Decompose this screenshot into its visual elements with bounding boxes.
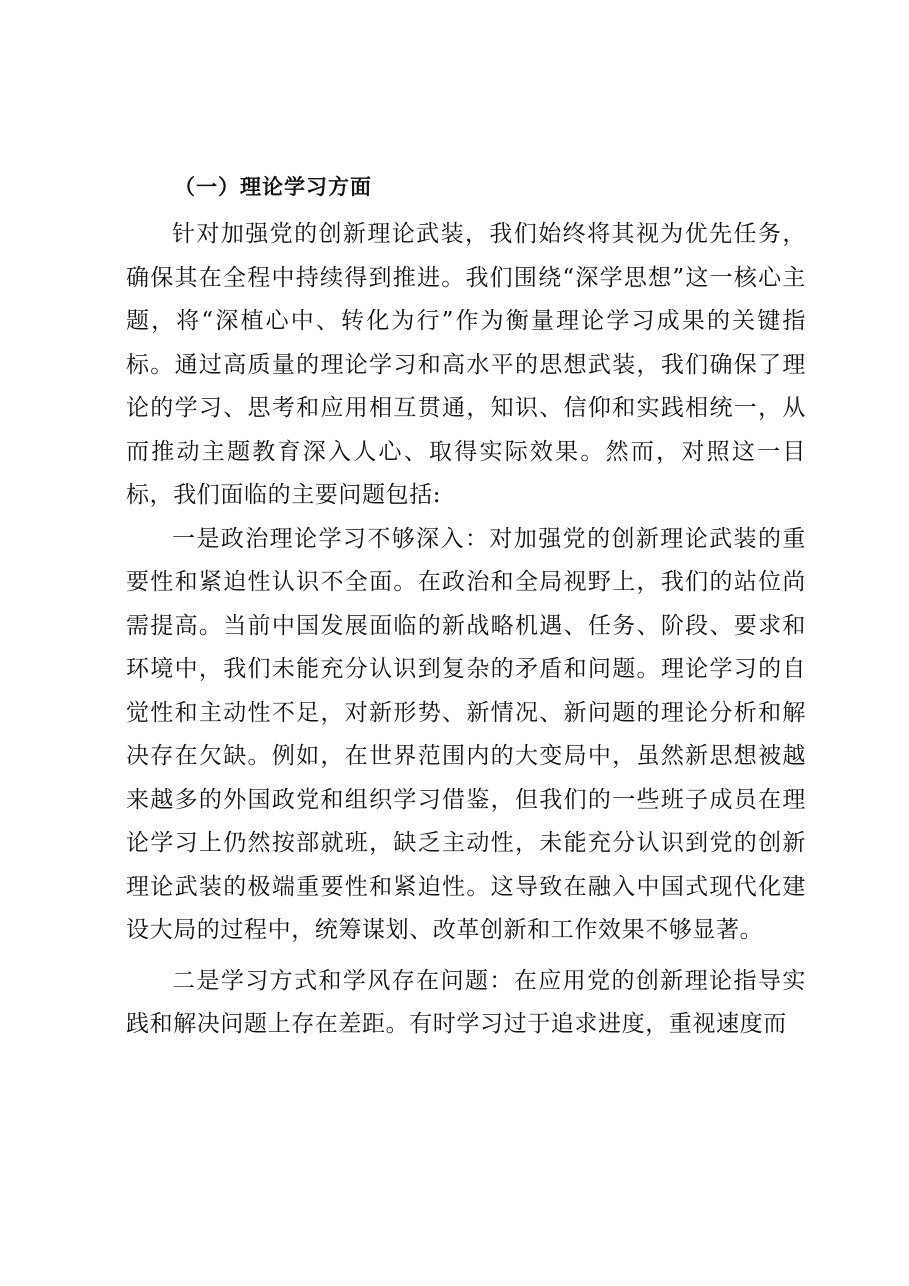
document-page <box>126 168 806 1047</box>
paragraph-intro: 针对加强党的创新理论武装，我们始终将其视为优先任务，确保其在全程中持续得到推进。我们围绕“深学思想”这一核心主题，将“深植心中、转化为行”作为衡量理论学习成果的关键指标。通过高质量的理论学习和高水平的思想武装，我们确保了理论的学习、思考和应用相互贯通，知识、信仰和实践相统一，从而推动主题教育深入人心、取得实际效果。然而，对照这一目标，我们面临的主要问题包括: <box>126 221 806 508</box>
section-heading: （一）理论学习方面 <box>174 175 372 199</box>
paragraph-issue-two: 二是学习方式和学风存在问题：在应用党的创新理论指导实践和解决问题上存在差距。有时学习过于追求进度，重视速度而 <box>126 967 806 1037</box>
paragraph-issue-one: 一是政治理论学习不够深入：对加强党的创新理论武装的重要性和紧迫性认识不全面。在政治和全局视野上，我们的站位尚需提高。当前中国发展面临的新战略机遇、任务、阶段、要求和环境中，我们未能充分认识到复杂的矛盾和问题。理论学习的自觉性和主动性不足，对新形势、新情况、新问题的理论分析和解决存在欠缺。例如，在世界范围内的大变局中，虽然新思想被越来越多的外国政党和组织学习借鉴，但我们的一些班子成员在理论学习上仍然按部就班，缺乏主动性，未能充分认识到党的创新理论武装的极端重要性和紧迫性。这导致在融入中国式现代化建设大局的过程中，统筹谋划、改革创新和工作效果不够显著。 <box>126 525 806 943</box>
